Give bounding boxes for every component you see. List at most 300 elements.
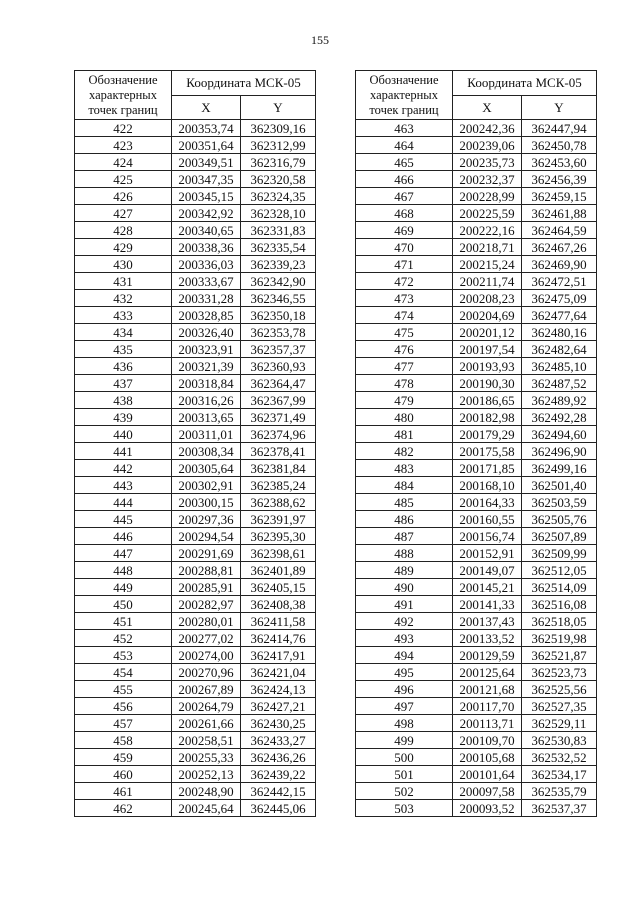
y-coordinate-cell: 362424,13: [241, 681, 316, 698]
point-id-cell: 441: [75, 443, 172, 460]
table-row: [356, 494, 597, 511]
y-coordinate-cell: 362518,05: [522, 613, 597, 630]
table-row: [75, 290, 316, 307]
table-row: [356, 647, 597, 664]
point-id-cell: 465: [356, 154, 453, 171]
table-row: [75, 460, 316, 477]
y-coordinate-cell: 362395,30: [241, 528, 316, 545]
table-row: [356, 324, 597, 341]
y-coordinate-cell: 362331,83: [241, 222, 316, 239]
point-id-cell: 450: [75, 596, 172, 613]
y-coordinate-cell: 362485,10: [522, 358, 597, 375]
point-id-cell: 449: [75, 579, 172, 596]
x-coordinate-cell: 200222,16: [453, 222, 522, 239]
point-id-cell: 442: [75, 460, 172, 477]
y-column-header: Y: [522, 95, 597, 120]
table-row: [356, 443, 597, 460]
point-id-cell: 476: [356, 341, 453, 358]
point-id-cell: 422: [75, 120, 172, 137]
point-id-cell: 488: [356, 545, 453, 562]
table-row: [356, 188, 597, 205]
y-coordinate-cell: 362391,97: [241, 511, 316, 528]
point-id-cell: 452: [75, 630, 172, 647]
point-id-cell: 470: [356, 239, 453, 256]
point-id-cell: 497: [356, 698, 453, 715]
point-id-cell: 491: [356, 596, 453, 613]
table-row: [356, 171, 597, 188]
x-coordinate-cell: 200242,36: [453, 120, 522, 137]
point-id-cell: 496: [356, 681, 453, 698]
point-id-cell: 428: [75, 222, 172, 239]
point-id-cell: 492: [356, 613, 453, 630]
x-coordinate-cell: 200137,43: [453, 613, 522, 630]
point-id-cell: 430: [75, 256, 172, 273]
x-coordinate-cell: 200280,01: [172, 613, 241, 630]
table-row: [356, 290, 597, 307]
x-coordinate-cell: 200121,68: [453, 681, 522, 698]
x-coordinate-cell: 200345,15: [172, 188, 241, 205]
y-coordinate-cell: 362408,38: [241, 596, 316, 613]
x-coordinate-cell: 200285,91: [172, 579, 241, 596]
point-id-cell: 499: [356, 732, 453, 749]
x-coordinate-cell: 200305,64: [172, 460, 241, 477]
table-row: [75, 358, 316, 375]
y-coordinate-cell: 362475,09: [522, 290, 597, 307]
table-row: [75, 647, 316, 664]
y-coordinate-cell: 362537,37: [522, 800, 597, 817]
x-coordinate-cell: 200218,71: [453, 239, 522, 256]
x-coordinate-cell: 200152,91: [453, 545, 522, 562]
y-coordinate-cell: 362445,06: [241, 800, 316, 817]
x-coordinate-cell: 200193,93: [453, 358, 522, 375]
x-coordinate-cell: 200277,02: [172, 630, 241, 647]
y-coordinate-cell: 362532,52: [522, 749, 597, 766]
x-coordinate-cell: 200255,33: [172, 749, 241, 766]
point-id-cell: 439: [75, 409, 172, 426]
point-id-cell: 471: [356, 256, 453, 273]
table-row: [75, 273, 316, 290]
table-row: [75, 783, 316, 800]
y-coordinate-cell: 362360,93: [241, 358, 316, 375]
y-coordinate-cell: 362469,90: [522, 256, 597, 273]
y-coordinate-cell: 362346,55: [241, 290, 316, 307]
y-coordinate-cell: 362525,56: [522, 681, 597, 698]
point-id-cell: 475: [356, 324, 453, 341]
table-row: [75, 715, 316, 732]
table-body-left: [75, 120, 316, 817]
y-coordinate-cell: 362529,11: [522, 715, 597, 732]
y-coordinate-cell: 362535,79: [522, 783, 597, 800]
table-row: [356, 205, 597, 222]
table-row: [356, 477, 597, 494]
table-row: [356, 562, 597, 579]
point-id-cell: 472: [356, 273, 453, 290]
x-coordinate-cell: 200201,12: [453, 324, 522, 341]
point-id-cell: 480: [356, 409, 453, 426]
table-row: [75, 732, 316, 749]
x-coordinate-cell: 200321,39: [172, 358, 241, 375]
y-coordinate-cell: 362339,23: [241, 256, 316, 273]
table-row: [75, 562, 316, 579]
x-coordinate-cell: 200164,33: [453, 494, 522, 511]
table-row: [356, 545, 597, 562]
table-row: [75, 664, 316, 681]
y-coordinate-cell: 362316,79: [241, 154, 316, 171]
table-row: [356, 749, 597, 766]
x-coordinate-cell: 200340,65: [172, 222, 241, 239]
x-coordinate-cell: 200215,24: [453, 256, 522, 273]
point-id-cell: 458: [75, 732, 172, 749]
x-coordinate-cell: 200190,30: [453, 375, 522, 392]
point-id-cell: 454: [75, 664, 172, 681]
point-id-cell: 436: [75, 358, 172, 375]
point-id-cell: 447: [75, 545, 172, 562]
y-coordinate-cell: 362374,96: [241, 426, 316, 443]
table-row: [356, 613, 597, 630]
y-coordinate-cell: 362496,90: [522, 443, 597, 460]
point-id-cell: 424: [75, 154, 172, 171]
x-coordinate-cell: 200311,01: [172, 426, 241, 443]
y-coordinate-cell: 362364,47: [241, 375, 316, 392]
x-coordinate-cell: 200133,52: [453, 630, 522, 647]
y-coordinate-cell: 362487,52: [522, 375, 597, 392]
y-coordinate-cell: 362417,91: [241, 647, 316, 664]
x-coordinate-cell: 200149,07: [453, 562, 522, 579]
x-coordinate-cell: 200323,91: [172, 341, 241, 358]
table-row: [75, 324, 316, 341]
y-coordinate-cell: 362312,99: [241, 137, 316, 154]
point-id-cell: 493: [356, 630, 453, 647]
point-id-cell: 440: [75, 426, 172, 443]
table-row: [356, 358, 597, 375]
point-id-cell: 466: [356, 171, 453, 188]
point-id-cell: 490: [356, 579, 453, 596]
x-coordinate-cell: 200316,26: [172, 392, 241, 409]
point-id-cell: 448: [75, 562, 172, 579]
point-id-cell: 473: [356, 290, 453, 307]
y-coordinate-cell: 362503,59: [522, 494, 597, 511]
point-id-cell: 489: [356, 562, 453, 579]
x-coordinate-cell: 200245,64: [172, 800, 241, 817]
table-row: [356, 579, 597, 596]
table-row: [75, 766, 316, 783]
table-row: [75, 681, 316, 698]
x-coordinate-cell: 200308,34: [172, 443, 241, 460]
point-label-header: Обозначение характерных точек границ: [356, 71, 453, 120]
table-row: [75, 545, 316, 562]
y-coordinate-cell: 362385,24: [241, 477, 316, 494]
x-coordinate-cell: 200328,85: [172, 307, 241, 324]
table-body-right: [356, 120, 597, 817]
point-id-cell: 503: [356, 800, 453, 817]
point-id-cell: 482: [356, 443, 453, 460]
y-coordinate-cell: 362324,35: [241, 188, 316, 205]
table-row: [356, 120, 597, 137]
x-coordinate-cell: 200175,58: [453, 443, 522, 460]
point-id-cell: 423: [75, 137, 172, 154]
table-row: [75, 137, 316, 154]
x-coordinate-cell: 200093,52: [453, 800, 522, 817]
table-row: [356, 154, 597, 171]
x-coordinate-cell: 200235,73: [453, 154, 522, 171]
y-coordinate-cell: 362492,28: [522, 409, 597, 426]
x-coordinate-cell: 200300,15: [172, 494, 241, 511]
x-coordinate-cell: 200239,06: [453, 137, 522, 154]
point-id-cell: 453: [75, 647, 172, 664]
x-coordinate-cell: 200208,23: [453, 290, 522, 307]
table-row: [356, 528, 597, 545]
x-coordinate-cell: 200168,10: [453, 477, 522, 494]
y-coordinate-cell: 362453,60: [522, 154, 597, 171]
x-coordinate-cell: 200129,59: [453, 647, 522, 664]
x-coordinate-cell: 200349,51: [172, 154, 241, 171]
x-coordinate-cell: 200318,84: [172, 375, 241, 392]
point-id-cell: 435: [75, 341, 172, 358]
y-coordinate-cell: 362509,99: [522, 545, 597, 562]
y-coordinate-cell: 362447,94: [522, 120, 597, 137]
x-coordinate-cell: 200113,71: [453, 715, 522, 732]
point-id-cell: 474: [356, 307, 453, 324]
point-id-cell: 501: [356, 766, 453, 783]
table-row: [75, 307, 316, 324]
x-coordinate-cell: 200182,98: [453, 409, 522, 426]
table-row: [75, 630, 316, 647]
y-coordinate-cell: 362388,62: [241, 494, 316, 511]
table-row: [75, 154, 316, 171]
point-id-cell: 426: [75, 188, 172, 205]
point-id-cell: 434: [75, 324, 172, 341]
table-row: [75, 596, 316, 613]
y-coordinate-cell: 362450,78: [522, 137, 597, 154]
x-coordinate-cell: 200302,91: [172, 477, 241, 494]
y-coordinate-cell: 362357,37: [241, 341, 316, 358]
x-coordinate-cell: 200097,58: [453, 783, 522, 800]
point-id-cell: 461: [75, 783, 172, 800]
y-coordinate-cell: 362401,89: [241, 562, 316, 579]
point-id-cell: 485: [356, 494, 453, 511]
x-coordinate-cell: 200204,69: [453, 307, 522, 324]
point-id-cell: 431: [75, 273, 172, 290]
point-id-cell: 487: [356, 528, 453, 545]
point-id-cell: 502: [356, 783, 453, 800]
y-coordinate-cell: 362480,16: [522, 324, 597, 341]
y-coordinate-cell: 362350,18: [241, 307, 316, 324]
y-coordinate-cell: 362461,88: [522, 205, 597, 222]
y-coordinate-cell: 362519,98: [522, 630, 597, 647]
table-row: [75, 494, 316, 511]
y-coordinate-cell: 362433,27: [241, 732, 316, 749]
y-coordinate-cell: 362527,35: [522, 698, 597, 715]
table-row: [75, 188, 316, 205]
y-coordinate-cell: 362335,54: [241, 239, 316, 256]
y-coordinate-cell: 362534,17: [522, 766, 597, 783]
point-id-cell: 483: [356, 460, 453, 477]
table-row: [75, 528, 316, 545]
y-coordinate-cell: 362342,90: [241, 273, 316, 290]
x-coordinate-cell: 200336,03: [172, 256, 241, 273]
point-id-cell: 479: [356, 392, 453, 409]
point-id-cell: 463: [356, 120, 453, 137]
y-coordinate-cell: 362378,41: [241, 443, 316, 460]
y-coordinate-cell: 362516,08: [522, 596, 597, 613]
x-coordinate-cell: 200141,33: [453, 596, 522, 613]
y-coordinate-cell: 362381,84: [241, 460, 316, 477]
y-coordinate-cell: 362405,15: [241, 579, 316, 596]
coordinate-system-header: Координата МСК-05: [172, 71, 316, 96]
x-coordinate-cell: 200248,90: [172, 783, 241, 800]
table-row: [356, 596, 597, 613]
table-row: [356, 630, 597, 647]
table-row: [75, 222, 316, 239]
point-id-cell: 456: [75, 698, 172, 715]
table-row: [356, 239, 597, 256]
point-id-cell: 462: [75, 800, 172, 817]
x-coordinate-cell: 200333,67: [172, 273, 241, 290]
table-row: [75, 443, 316, 460]
point-id-cell: 484: [356, 477, 453, 494]
y-coordinate-cell: 362371,49: [241, 409, 316, 426]
y-coordinate-cell: 362489,92: [522, 392, 597, 409]
y-coordinate-cell: 362353,78: [241, 324, 316, 341]
table-row: [356, 732, 597, 749]
table-row: [75, 579, 316, 596]
table-row: [75, 341, 316, 358]
x-coordinate-cell: 200291,69: [172, 545, 241, 562]
x-coordinate-cell: 200264,79: [172, 698, 241, 715]
x-coordinate-cell: 200145,21: [453, 579, 522, 596]
coordinates-table-right: [355, 70, 597, 817]
table-row: [356, 307, 597, 324]
y-coordinate-cell: 362320,58: [241, 171, 316, 188]
coordinates-table-left: [74, 70, 316, 817]
y-coordinate-cell: 362505,76: [522, 511, 597, 528]
page-number: 155: [311, 33, 329, 47]
x-coordinate-cell: 200342,92: [172, 205, 241, 222]
x-coordinate-cell: 200267,89: [172, 681, 241, 698]
table-row: [356, 681, 597, 698]
table-row: [356, 222, 597, 239]
point-id-cell: 494: [356, 647, 453, 664]
x-coordinate-cell: 200351,64: [172, 137, 241, 154]
x-column-header: X: [453, 95, 522, 120]
x-coordinate-cell: 200156,74: [453, 528, 522, 545]
x-column-header: X: [172, 95, 241, 120]
point-id-cell: 481: [356, 426, 453, 443]
table-row: [356, 137, 597, 154]
x-coordinate-cell: 200274,00: [172, 647, 241, 664]
y-coordinate-cell: 362456,39: [522, 171, 597, 188]
x-coordinate-cell: 200186,65: [453, 392, 522, 409]
table-row: [356, 460, 597, 477]
table-row: [75, 698, 316, 715]
coordinate-system-header: Координата МСК-05: [453, 71, 597, 96]
y-coordinate-cell: 362439,22: [241, 766, 316, 783]
x-coordinate-cell: 200179,29: [453, 426, 522, 443]
point-id-cell: 477: [356, 358, 453, 375]
y-coordinate-cell: 362530,83: [522, 732, 597, 749]
table-row: [75, 749, 316, 766]
x-coordinate-cell: 200101,64: [453, 766, 522, 783]
point-id-cell: 498: [356, 715, 453, 732]
x-coordinate-cell: 200117,70: [453, 698, 522, 715]
y-coordinate-cell: 362514,09: [522, 579, 597, 596]
point-id-cell: 467: [356, 188, 453, 205]
x-coordinate-cell: 200261,66: [172, 715, 241, 732]
y-coordinate-cell: 362464,59: [522, 222, 597, 239]
table-row: [75, 613, 316, 630]
x-coordinate-cell: 200160,55: [453, 511, 522, 528]
y-coordinate-cell: 362430,25: [241, 715, 316, 732]
y-coordinate-cell: 362328,10: [241, 205, 316, 222]
y-coordinate-cell: 362523,73: [522, 664, 597, 681]
table-row: [356, 800, 597, 817]
table-row: [75, 426, 316, 443]
y-coordinate-cell: 362472,51: [522, 273, 597, 290]
table-row: [75, 800, 316, 817]
y-coordinate-cell: 362501,40: [522, 477, 597, 494]
x-coordinate-cell: 200252,13: [172, 766, 241, 783]
point-id-cell: 495: [356, 664, 453, 681]
x-coordinate-cell: 200197,54: [453, 341, 522, 358]
point-id-cell: 444: [75, 494, 172, 511]
y-column-header: Y: [241, 95, 316, 120]
point-id-cell: 437: [75, 375, 172, 392]
x-coordinate-cell: 200171,85: [453, 460, 522, 477]
table-row: [356, 766, 597, 783]
point-id-cell: 455: [75, 681, 172, 698]
table-row: [356, 375, 597, 392]
point-id-cell: 438: [75, 392, 172, 409]
point-id-cell: 459: [75, 749, 172, 766]
x-coordinate-cell: 200331,28: [172, 290, 241, 307]
table-row: [356, 273, 597, 290]
y-coordinate-cell: 362494,60: [522, 426, 597, 443]
y-coordinate-cell: 362421,04: [241, 664, 316, 681]
x-coordinate-cell: 200109,70: [453, 732, 522, 749]
table-row: [356, 256, 597, 273]
x-coordinate-cell: 200353,74: [172, 120, 241, 137]
y-coordinate-cell: 362521,87: [522, 647, 597, 664]
point-id-cell: 451: [75, 613, 172, 630]
point-id-cell: 460: [75, 766, 172, 783]
table-row: [75, 120, 316, 137]
y-coordinate-cell: 362507,89: [522, 528, 597, 545]
table-row: [75, 239, 316, 256]
table-row: [356, 409, 597, 426]
x-coordinate-cell: 200125,64: [453, 664, 522, 681]
y-coordinate-cell: 362442,15: [241, 783, 316, 800]
table-row: [75, 409, 316, 426]
table-row: [75, 171, 316, 188]
table-row: [75, 511, 316, 528]
point-id-cell: 432: [75, 290, 172, 307]
table-row: [356, 426, 597, 443]
table-row: [75, 256, 316, 273]
x-coordinate-cell: 200270,96: [172, 664, 241, 681]
table-row: [75, 375, 316, 392]
y-coordinate-cell: 362367,99: [241, 392, 316, 409]
x-coordinate-cell: 200232,37: [453, 171, 522, 188]
table-row: [75, 205, 316, 222]
point-id-cell: 486: [356, 511, 453, 528]
point-id-cell: 469: [356, 222, 453, 239]
x-coordinate-cell: 200347,35: [172, 171, 241, 188]
point-id-cell: 443: [75, 477, 172, 494]
y-coordinate-cell: 362467,26: [522, 239, 597, 256]
point-id-cell: 445: [75, 511, 172, 528]
table-row: [356, 715, 597, 732]
y-coordinate-cell: 362436,26: [241, 749, 316, 766]
